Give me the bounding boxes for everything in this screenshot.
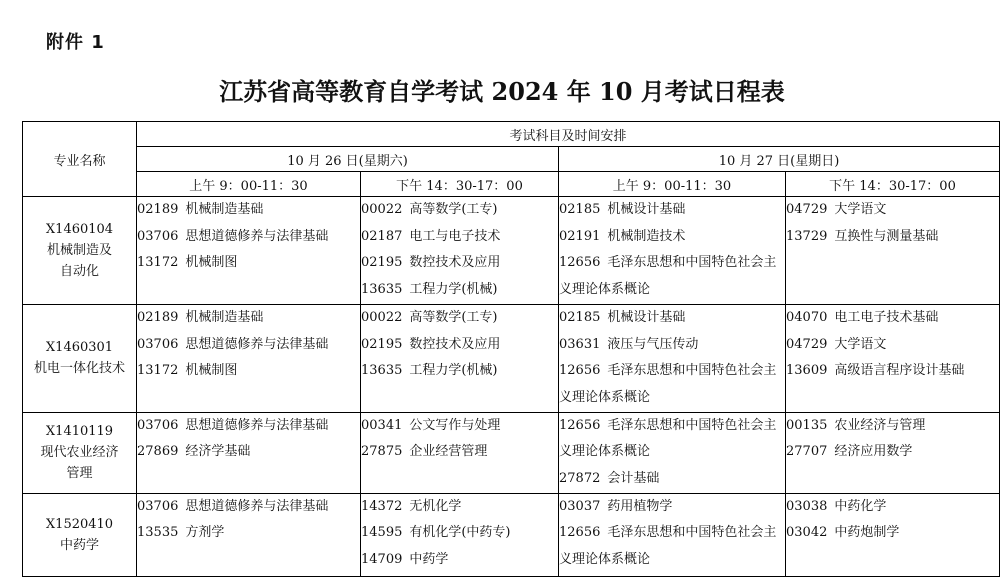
exam-schedule-table bbox=[22, 121, 1000, 577]
subject-code: 03706 bbox=[137, 498, 179, 514]
major-cell bbox=[23, 412, 137, 493]
subject-code: 02195 bbox=[361, 336, 403, 352]
subject-name: 毛泽东思想和中国特色社会主义理论体系概论 bbox=[559, 363, 777, 405]
major-code: X1460301 bbox=[45, 340, 114, 356]
session-cell bbox=[786, 412, 1000, 493]
session-cell bbox=[361, 304, 559, 412]
major-name: 自动化 bbox=[59, 263, 99, 279]
subject-name: 无机化学 bbox=[409, 498, 462, 514]
session-cell bbox=[786, 304, 1000, 412]
subject-item bbox=[361, 358, 558, 385]
subject-item bbox=[361, 494, 558, 521]
subject-name: 电工电子技术基础 bbox=[834, 309, 939, 325]
subject-item bbox=[137, 413, 360, 440]
subject-code: 03706 bbox=[137, 336, 179, 352]
subject-name: 中药炮制学 bbox=[834, 525, 900, 541]
subject-item bbox=[786, 520, 999, 547]
major-name: 管理 bbox=[66, 466, 93, 482]
subject-name: 公文写作与处理 bbox=[409, 417, 501, 433]
subject-item bbox=[361, 224, 558, 251]
session-cell bbox=[786, 197, 1000, 305]
subject-item bbox=[137, 358, 360, 385]
major-cell bbox=[23, 197, 137, 305]
subject-name: 互换性与测量基础 bbox=[834, 228, 939, 244]
major-name: 中药学 bbox=[59, 537, 99, 553]
subject-code: 12656 bbox=[559, 255, 601, 271]
subject-code: 03037 bbox=[559, 498, 601, 514]
subject-item bbox=[559, 305, 785, 332]
session-cell bbox=[137, 493, 361, 576]
subject-code: 00022 bbox=[361, 202, 403, 217]
subject-name: 大学语文 bbox=[834, 202, 887, 217]
header-major: 专业名称 bbox=[23, 122, 137, 197]
subject-name: 药用植物学 bbox=[607, 498, 673, 514]
subject-item bbox=[559, 413, 785, 466]
session-cell bbox=[559, 493, 786, 576]
subject-code: 13535 bbox=[137, 525, 179, 541]
subject-code: 13609 bbox=[786, 363, 828, 379]
subject-name: 经济学基础 bbox=[185, 444, 251, 460]
subject-item bbox=[361, 547, 558, 574]
subject-item bbox=[137, 439, 360, 466]
subject-code: 12656 bbox=[559, 525, 601, 541]
subject-name: 大学语文 bbox=[834, 336, 887, 352]
subject-code: 04729 bbox=[786, 336, 828, 352]
page-title: 江苏省高等教育自学考试 2024 年 10 月考试日程表 bbox=[219, 77, 785, 106]
subject-name: 毛泽东思想和中国特色社会主义理论体系概论 bbox=[559, 255, 777, 298]
session-cell bbox=[361, 197, 559, 305]
subject-item bbox=[786, 332, 999, 359]
subject-item bbox=[559, 466, 785, 493]
subject-code: 27707 bbox=[786, 444, 828, 460]
subject-name: 会计基础 bbox=[607, 471, 660, 487]
subject-item bbox=[559, 332, 785, 359]
session-cell bbox=[137, 412, 361, 493]
subject-code: 13729 bbox=[786, 228, 828, 244]
subject-item bbox=[137, 250, 360, 277]
subject-code: 00022 bbox=[361, 309, 403, 325]
major-name: 机械制造及 bbox=[46, 242, 112, 258]
subject-name: 中药化学 bbox=[834, 498, 887, 514]
subject-item bbox=[137, 332, 360, 359]
major-cell bbox=[23, 493, 137, 576]
session-cell bbox=[559, 197, 786, 305]
subject-code: 14709 bbox=[361, 552, 403, 568]
subject-item bbox=[361, 277, 558, 304]
subject-name: 方剂学 bbox=[185, 525, 225, 541]
subject-name: 中药学 bbox=[409, 552, 449, 568]
subject-name: 机械制图 bbox=[185, 363, 238, 379]
subject-item bbox=[361, 197, 558, 224]
table-row bbox=[23, 197, 1000, 305]
subject-code: 00135 bbox=[786, 417, 828, 433]
major-cell bbox=[23, 304, 137, 412]
header-session-3: 上午 9：00-11：30 bbox=[559, 172, 786, 197]
major-name: 现代农业经济 bbox=[40, 445, 119, 461]
subject-code: 13172 bbox=[137, 363, 179, 379]
subject-code: 02185 bbox=[559, 202, 601, 217]
subject-item bbox=[137, 224, 360, 251]
subject-name: 数控技术及应用 bbox=[409, 255, 501, 271]
header-session-1: 上午 9：00-11：30 bbox=[137, 172, 361, 197]
subject-name: 数控技术及应用 bbox=[409, 336, 501, 352]
subject-name: 机械制造基础 bbox=[185, 202, 264, 217]
subject-name: 思想道德修养与法律基础 bbox=[185, 417, 329, 433]
subject-name: 思想道德修养与法律基础 bbox=[185, 336, 329, 352]
subject-code: 04729 bbox=[786, 202, 828, 217]
subject-item bbox=[559, 494, 785, 521]
subject-item bbox=[786, 439, 999, 466]
subject-name: 工程力学(机械) bbox=[409, 282, 498, 298]
header-day-2: 10 月 27 日(星期日) bbox=[559, 147, 1000, 172]
subject-item bbox=[361, 332, 558, 359]
subject-item bbox=[137, 305, 360, 332]
subject-code: 03706 bbox=[137, 417, 179, 433]
subject-code: 14372 bbox=[361, 498, 403, 514]
subject-item bbox=[137, 494, 360, 521]
subject-item bbox=[137, 520, 360, 547]
subject-code: 13635 bbox=[361, 282, 403, 298]
subject-name: 有机化学(中药专) bbox=[409, 525, 511, 541]
major-code: X1520410 bbox=[45, 516, 114, 532]
subject-code: 02189 bbox=[137, 309, 179, 325]
subject-code: 13172 bbox=[137, 255, 179, 271]
subject-item bbox=[361, 439, 558, 466]
subject-item bbox=[559, 224, 785, 251]
subject-name: 工程力学(机械) bbox=[409, 363, 498, 379]
subject-name: 高等数学(工专) bbox=[409, 309, 498, 325]
subject-item bbox=[786, 224, 999, 251]
subject-name: 思想道德修养与法律基础 bbox=[185, 228, 329, 244]
subject-code: 03042 bbox=[786, 525, 828, 541]
subject-name: 机械制造技术 bbox=[607, 228, 686, 244]
subject-code: 27875 bbox=[361, 444, 403, 460]
subject-item bbox=[786, 358, 999, 385]
subject-code: 02187 bbox=[361, 228, 403, 244]
subject-name: 思想道德修养与法律基础 bbox=[185, 498, 329, 514]
subject-name: 机械制造基础 bbox=[185, 309, 264, 325]
subject-code: 03038 bbox=[786, 498, 828, 514]
subject-item bbox=[361, 520, 558, 547]
subject-name: 电工与电子技术 bbox=[409, 228, 501, 244]
session-cell bbox=[137, 197, 361, 305]
subject-code: 14595 bbox=[361, 525, 403, 541]
subject-code: 00341 bbox=[361, 417, 403, 433]
subject-code: 27869 bbox=[137, 444, 179, 460]
session-cell bbox=[786, 493, 1000, 576]
subject-code: 03631 bbox=[559, 336, 601, 352]
subject-name: 农业经济与管理 bbox=[834, 417, 926, 433]
attachment-label: 附件 1 bbox=[46, 32, 105, 53]
subject-code: 12656 bbox=[559, 417, 601, 433]
major-code: X1460104 bbox=[45, 221, 114, 237]
table-row bbox=[23, 493, 1000, 576]
subject-name: 企业经营管理 bbox=[409, 444, 488, 460]
subject-name: 毛泽东思想和中国特色社会主义理论体系概论 bbox=[559, 417, 777, 460]
header-group: 考试科目及时间安排 bbox=[137, 122, 1000, 147]
session-cell bbox=[559, 412, 786, 493]
subject-code: 04070 bbox=[786, 309, 828, 325]
subject-code: 27872 bbox=[559, 471, 601, 487]
subject-item bbox=[559, 197, 785, 224]
subject-code: 02189 bbox=[137, 202, 179, 217]
subject-name: 高等数学(工专) bbox=[409, 202, 498, 217]
header-session-4: 下午 14：30-17：00 bbox=[786, 172, 1000, 197]
subject-item bbox=[786, 305, 999, 332]
subject-name: 机械制图 bbox=[185, 255, 238, 271]
session-cell bbox=[361, 412, 559, 493]
subject-item bbox=[559, 520, 785, 573]
session-cell bbox=[361, 493, 559, 576]
subject-item bbox=[361, 250, 558, 277]
session-cell bbox=[137, 304, 361, 412]
table-row bbox=[23, 304, 1000, 412]
subject-item bbox=[786, 413, 999, 440]
subject-name: 液压与气压传动 bbox=[607, 336, 699, 352]
major-code: X1410119 bbox=[45, 424, 114, 440]
subject-name: 毛泽东思想和中国特色社会主义理论体系概论 bbox=[559, 525, 777, 568]
subject-name: 机械设计基础 bbox=[607, 202, 686, 217]
subject-item bbox=[559, 358, 785, 411]
subject-item bbox=[559, 250, 785, 303]
subject-code: 02195 bbox=[361, 255, 403, 271]
subject-code: 03706 bbox=[137, 228, 179, 244]
subject-item bbox=[786, 197, 999, 224]
major-name: 机电一体化技术 bbox=[33, 361, 125, 377]
subject-name: 机械设计基础 bbox=[607, 309, 686, 325]
subject-item bbox=[361, 305, 558, 332]
subject-code: 12656 bbox=[559, 363, 601, 379]
subject-code: 02185 bbox=[559, 309, 601, 325]
subject-name: 高级语言程序设计基础 bbox=[834, 363, 965, 379]
subject-item bbox=[786, 494, 999, 521]
subject-item bbox=[361, 413, 558, 440]
subject-name: 经济应用数学 bbox=[834, 444, 913, 460]
subject-item bbox=[137, 197, 360, 224]
header-session-2: 下午 14：30-17：00 bbox=[361, 172, 559, 197]
table-row bbox=[23, 412, 1000, 493]
header-day-1: 10 月 26 日(星期六) bbox=[137, 147, 559, 172]
subject-code: 13635 bbox=[361, 363, 403, 379]
session-cell bbox=[559, 304, 786, 412]
subject-code: 02191 bbox=[559, 228, 601, 244]
